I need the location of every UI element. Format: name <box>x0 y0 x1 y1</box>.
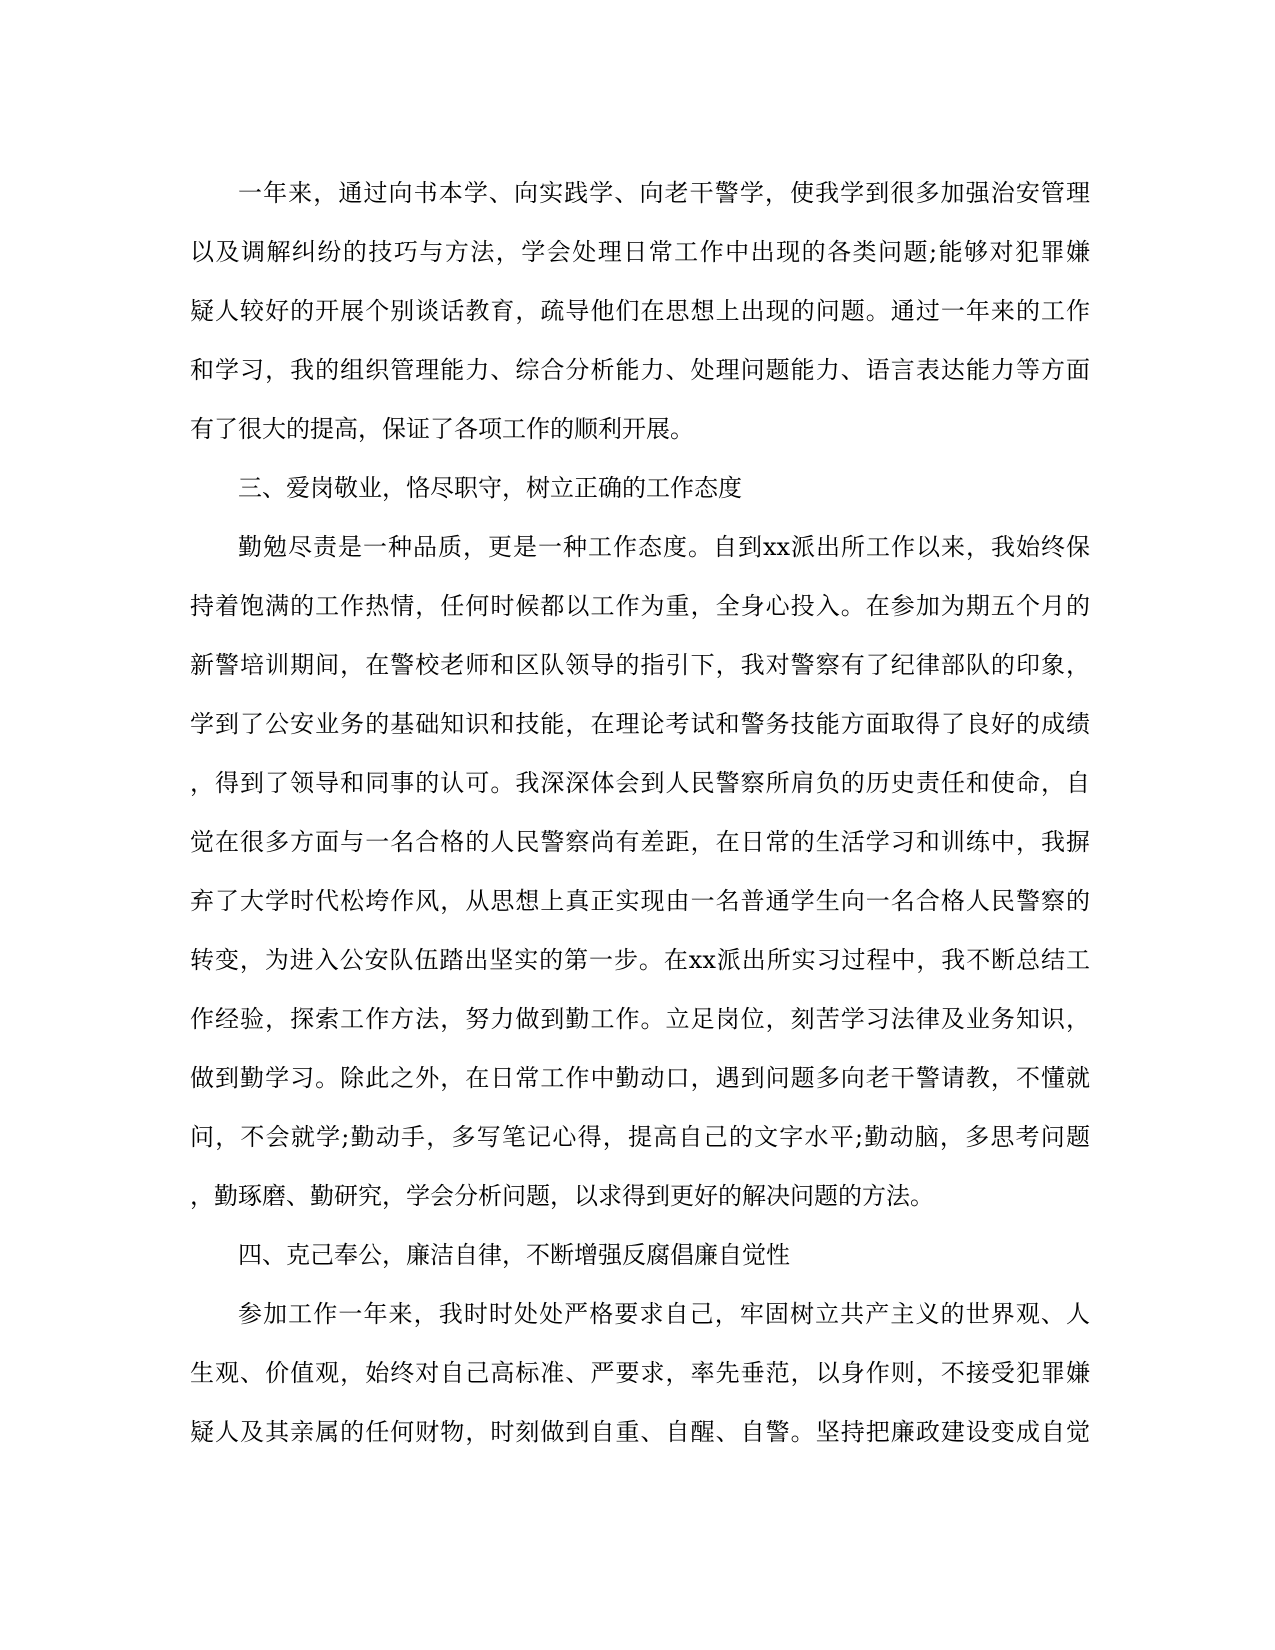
text-line: 作经验，探索工作方法，努力做到勤工作。立足岗位，刻苦学习法律及业务知识， <box>190 1005 1090 1033</box>
text-line: 以及调解纠纷的技巧与方法，学会处理日常工作中出现的各类问题;能够对犯罪嫌 <box>190 238 1090 266</box>
text-line: 生观、价值观，始终对自己高标准、严要求，率先垂范，以身作则，不接受犯罪嫌 <box>190 1359 1090 1387</box>
text-line: 疑人较好的开展个别谈话教育，疏导他们在思想上出现的问题。通过一年来的工作 <box>190 297 1090 325</box>
text-line: 一年来，通过向书本学、向实践学、向老干警学，使我学到很多加强治安管理 <box>238 179 1090 207</box>
section-heading-4 <box>190 1226 1090 1285</box>
text-line: 持着饱满的工作热情，任何时候都以工作为重，全身心投入。在参加为期五个月的 <box>190 592 1090 620</box>
text-line: 觉在很多方面与一名合格的人民警察尚有差距，在日常的生活学习和训练中，我摒 <box>190 828 1090 856</box>
document-body <box>190 164 1090 1462</box>
text-line: 新警培训期间，在警校老师和区队领导的指引下，我对警察有了纪律部队的印象， <box>190 651 1090 679</box>
text-line: ，得到了领导和同事的认可。我深深体会到人民警察所肩负的历史责任和使命，自 <box>190 769 1090 797</box>
text-line: 参加工作一年来，我时时处处严格要求自己，牢固树立共产主义的世界观、人 <box>238 1300 1090 1328</box>
section-heading: 四、克己奉公，廉洁自律，不断增强反腐倡廉自觉性 <box>238 1241 790 1269</box>
paragraph-3 <box>190 518 1090 1226</box>
text-line: 问，不会就学;勤动手，多写笔记心得，提高自己的文字水平;勤动脑，多思考问题 <box>190 1123 1090 1151</box>
text-line: 和学习，我的组织管理能力、综合分析能力、处理问题能力、语言表达能力等方面 <box>190 356 1090 384</box>
text-line: 有了很大的提高，保证了各项工作的顺利开展。 <box>190 415 694 443</box>
text-line: ，勤琢磨、勤研究，学会分析问题，以求得到更好的解决问题的方法。 <box>190 1182 934 1210</box>
text-line: 疑人及其亲属的任何财物，时刻做到自重、自醒、自警。坚持把廉政建设变成自觉 <box>190 1418 1090 1446</box>
paragraph-1 <box>190 164 1090 459</box>
text-line: 勤勉尽责是一种品质，更是一种工作态度。自到xx派出所工作以来，我始终保 <box>238 533 1090 561</box>
paragraph-5 <box>190 1285 1090 1462</box>
text-line: 学到了公安业务的基础知识和技能，在理论考试和警务技能方面取得了良好的成绩 <box>190 710 1090 738</box>
section-heading-3 <box>190 459 1090 518</box>
text-line: 做到勤学习。除此之外，在日常工作中勤动口，遇到问题多向老干警请教，不懂就 <box>190 1064 1090 1092</box>
section-heading: 三、爱岗敬业，恪尽职守，树立正确的工作态度 <box>238 474 742 502</box>
text-line: 转变，为进入公安队伍踏出坚实的第一步。在xx派出所实习过程中，我不断总结工 <box>190 946 1090 974</box>
text-line: 弃了大学时代松垮作风，从思想上真正实现由一名普通学生向一名合格人民警察的 <box>190 887 1090 915</box>
